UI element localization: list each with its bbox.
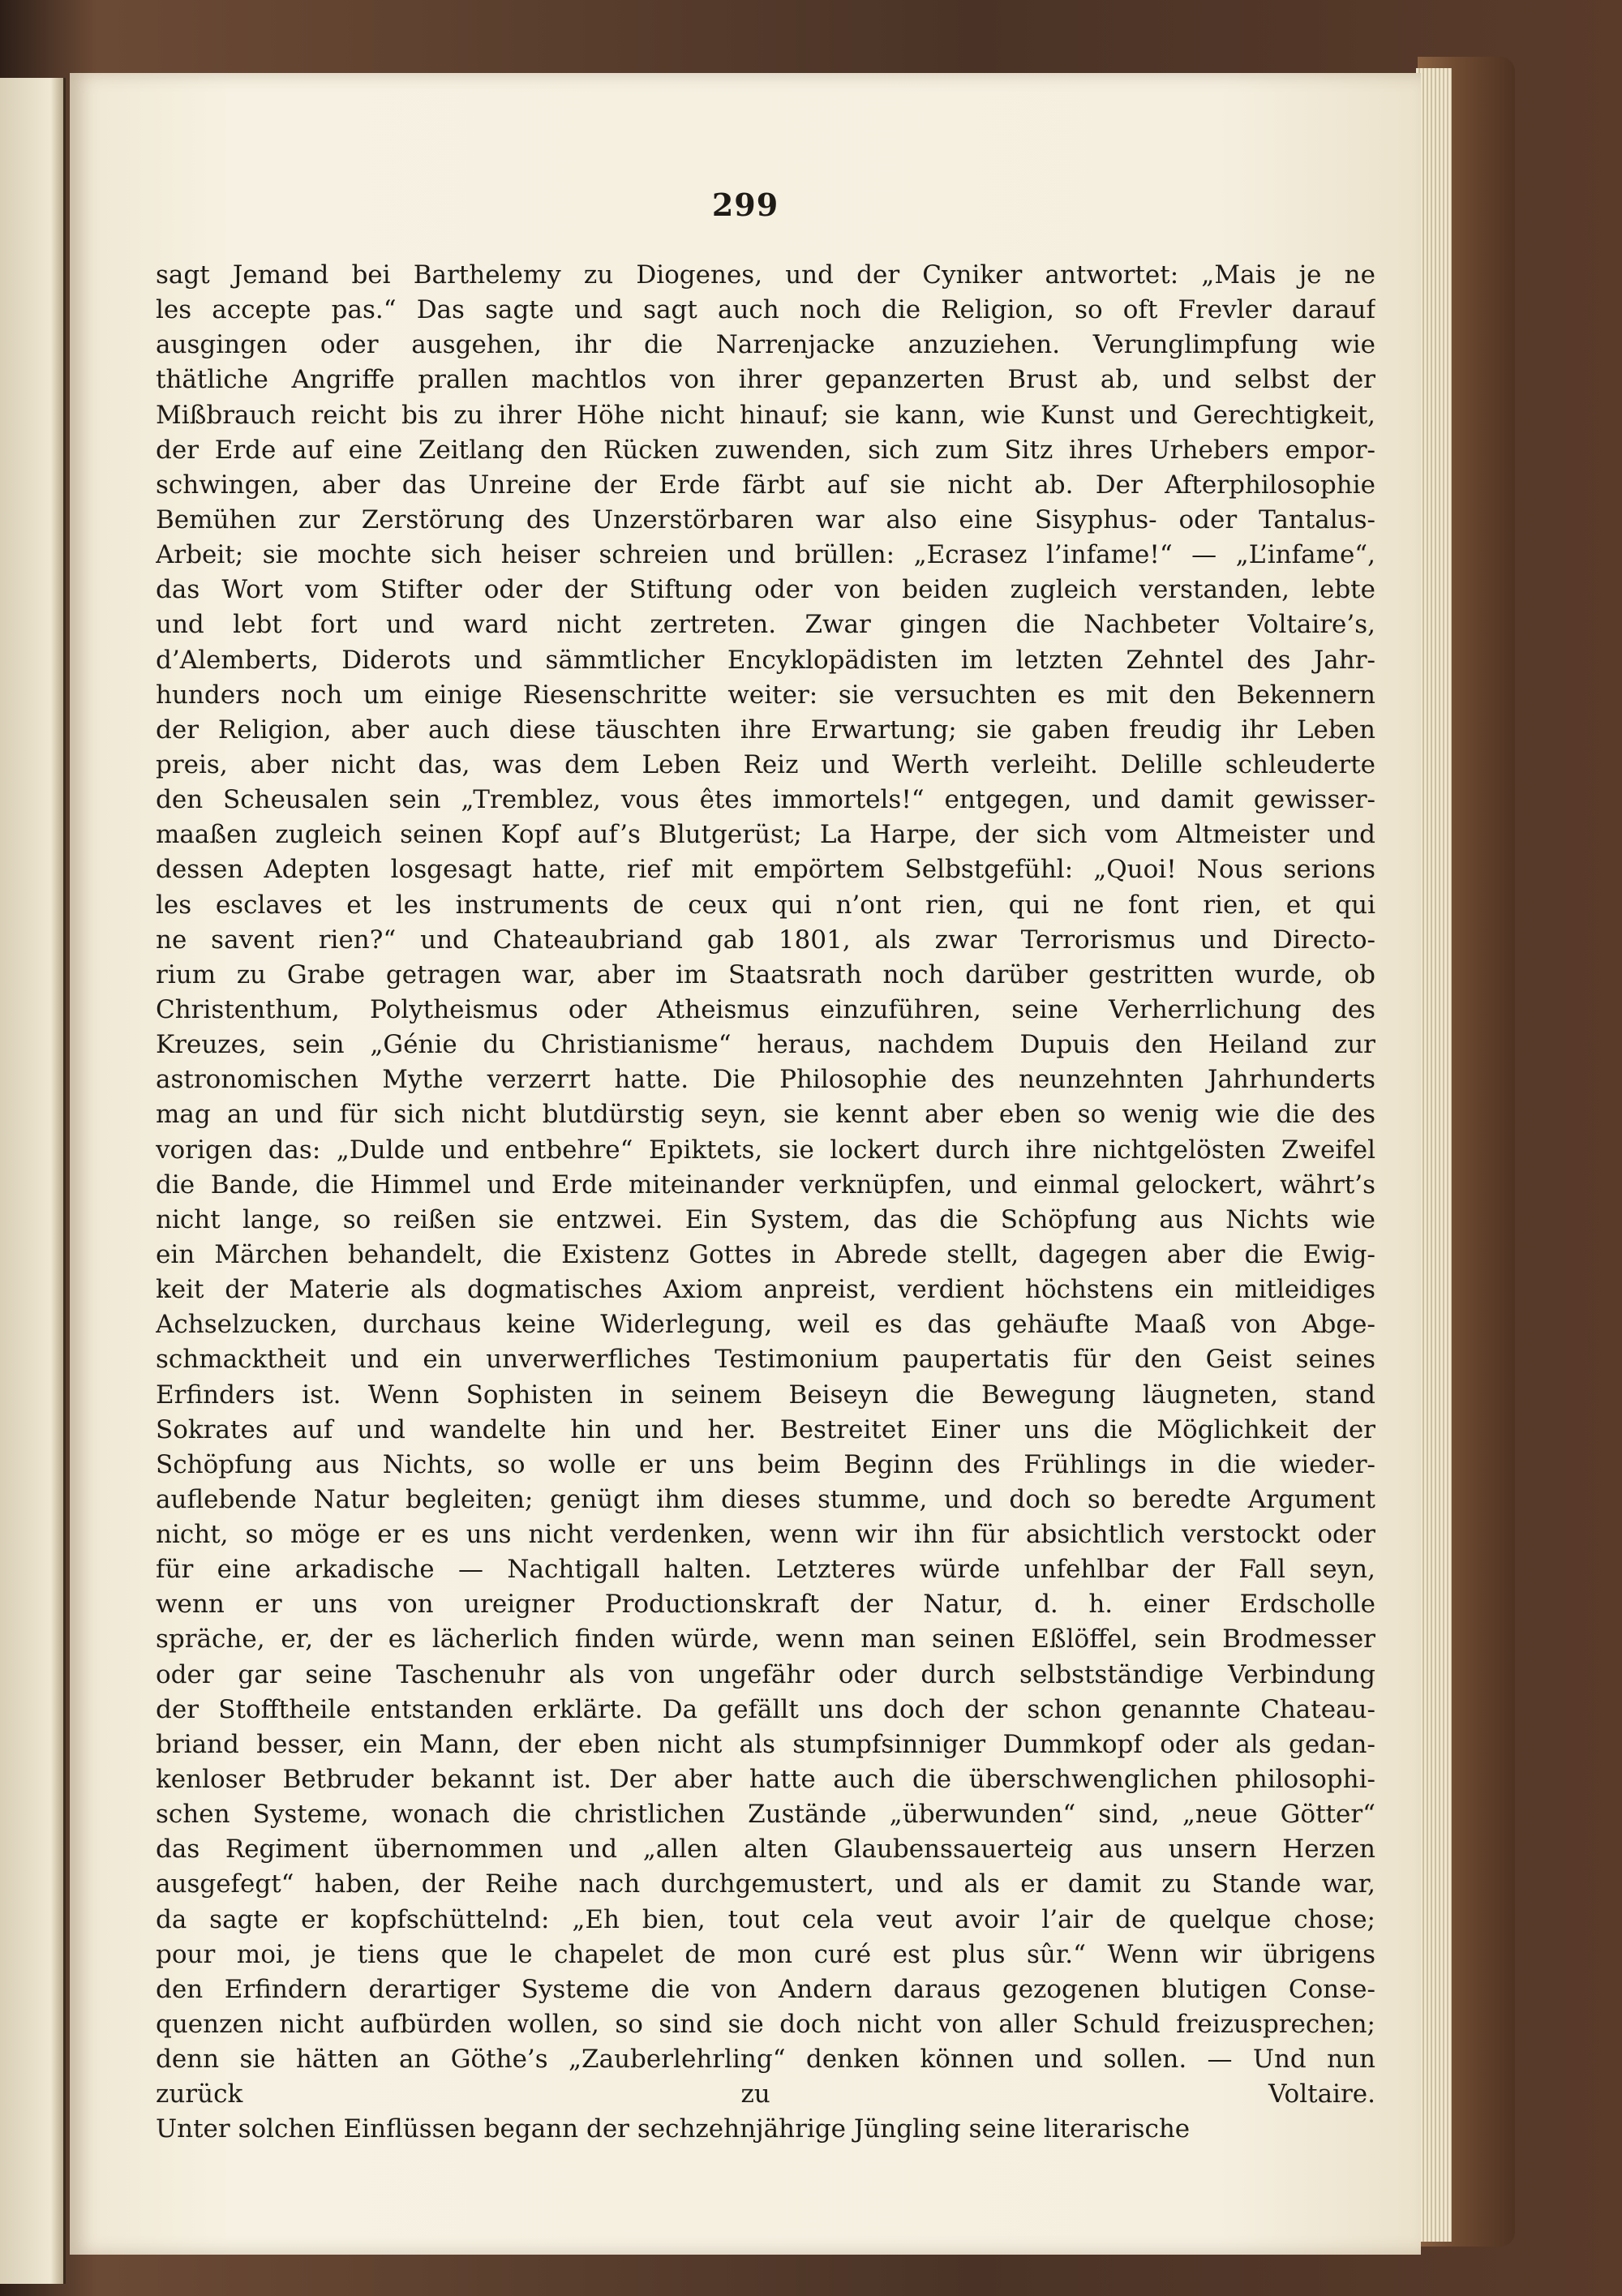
- text-line: den Scheusalen sein „Tremblez, vous êtes immortels!“ entgegen, und damit gewisser-: [156, 785, 1375, 815]
- book-page: [70, 73, 1421, 2255]
- text-line: schwingen, aber das Unreine der Erde färbt auf sie nicht ab. Der Afterphilosophie: [156, 470, 1375, 500]
- text-line: der Erde auf eine Zeitlang den Rücken zuwenden, sich zum Sitz ihres Urhebers empor-: [156, 435, 1375, 465]
- text-line: schen Systeme, wonach die christlichen Zustände „überwunden“ sind, „neue Götter“: [156, 1800, 1375, 1830]
- text-line: ein Märchen behandelt, die Existenz Gottes in Abrede stellt, dagegen aber die Ewig-: [156, 1239, 1375, 1269]
- text-line: ausgingen oder ausgehen, ihr die Narrenjacke anzuziehen. Verunglimpfung wie: [156, 330, 1375, 360]
- text-line: hunders noch um einige Riesenschritte weiter: sie versuchten es mit den Bekennern: [156, 680, 1375, 710]
- text-line: kenloser Betbruder bekannt ist. Der aber hatte auch die überschwenglichen philosophi-: [156, 1765, 1375, 1795]
- page-stack-edges: [1416, 68, 1452, 2242]
- text-line: rium zu Grabe getragen war, aber im Staatsrath noch darüber gestritten wurde, ob: [156, 959, 1375, 989]
- text-line: les accepte pas.“ Das sagte und sagt auch noch die Religion, so oft Frevler darauf: [156, 295, 1375, 325]
- text-line: nicht lange, so reißen sie entzwei. Ein System, das die Schöpfung aus Nichts wie: [156, 1204, 1375, 1234]
- text-line: das Regiment übernommen und „allen alten Glaubenssauerteig aus unsern Herzen: [156, 1835, 1375, 1865]
- text-line: spräche, er, der es lächerlich finden würde, wenn man seinen Eßlöffel, sein Brodmesser: [156, 1624, 1375, 1654]
- text-line: ausgefegt“ haben, der Reihe nach durchgemustert, und als er damit zu Stande war,: [156, 1869, 1375, 1899]
- text-line: denn sie hätten an Göthe’s „Zauberlehrling“ denken können und sollen. — Und nun: [156, 2045, 1375, 2075]
- text-line: thätliche Angriffe prallen machtlos von ihrer gepanzerten Brust ab, und selbst der: [156, 365, 1375, 395]
- text-line: ne savent rien?“ und Chateaubriand gab 1801, als zwar Terrorismus und Directo-: [156, 925, 1375, 955]
- text-line: sagt Jemand bei Barthelemy zu Diogenes, und der Cyniker antwortet: „Mais je ne: [156, 260, 1375, 290]
- text-line: Arbeit; sie mochte sich heiser schreien und brüllen: „Ecrasez l’infame!“ — „L’infame“,: [156, 540, 1375, 570]
- text-line: den Erfindern derartiger Systeme die von Andern daraus gezogenen blutigen Conse-: [156, 1974, 1375, 2004]
- text-line: Christenthum, Polytheismus oder Atheismus einzuführen, seine Verherrlichung des: [156, 994, 1375, 1024]
- text-line: auflebende Natur begleiten; genügt ihm dieses stumme, und doch so beredte Argument: [156, 1484, 1375, 1514]
- text-line: keit der Materie als dogmatisches Axiom anpreist, verdient höchstens ein mitleidiges: [156, 1275, 1375, 1305]
- text-line: quenzen nicht aufbürden wollen, so sind sie doch nicht von aller Schuld freizusprechen;: [156, 2010, 1375, 2040]
- text-line: nicht, so möge er es uns nicht verdenken, wenn wir ihn für absichtlich verstockt oder: [156, 1520, 1375, 1550]
- text-line: schmacktheit und ein unverwerfliches Testimonium paupertatis für den Geist seines: [156, 1345, 1375, 1375]
- text-line: Unter solchen Einflüssen begann der sechzehnjährige Jüngling seine literarische: [156, 2114, 1191, 2144]
- body-text: [156, 258, 1375, 2148]
- text-line: les esclaves et les instruments de ceux qui n’ont rien, qui ne font rien, et qui: [156, 890, 1375, 920]
- text-line: Achselzucken, durchaus keine Widerlegung, weil es das gehäufte Maaß von Abge-: [156, 1310, 1375, 1340]
- text-line: das Wort vom Stifter oder der Stiftung oder von beiden zugleich verstanden, lebte: [156, 575, 1375, 605]
- text-line: maaßen zugleich seinen Kopf auf’s Blutgerüst; La Harpe, der sich vom Altmeister und: [156, 820, 1375, 850]
- text-line: zurück zu Voltaire.: [156, 2079, 1375, 2109]
- text-line: der Religion, aber auch diese täuschten ihre Erwartung; sie gaben freudig ihr Leben: [156, 715, 1375, 745]
- text-line: der Stofftheile entstanden erklärte. Da gefällt uns doch der schon genannte Chateau-: [156, 1694, 1375, 1724]
- page-number: 299: [711, 187, 779, 223]
- text-line: Erfinders ist. Wenn Sophisten in seinem Beiseyn die Bewegung läugneten, stand: [156, 1380, 1375, 1410]
- text-line: astronomischen Mythe verzerrt hatte. Die Philosophie des neunzehnten Jahrhunderts: [156, 1065, 1375, 1095]
- text-line: Sokrates auf und wandelte hin und her. Bestreitet Einer uns die Möglichkeit der: [156, 1414, 1375, 1444]
- text-line: Mißbrauch reicht bis zu ihrer Höhe nicht hinauf; sie kann, wie Kunst und Gerechtigkeit,: [156, 400, 1375, 430]
- text-line: vorigen das: „Dulde und entbehre“ Epiktets, sie lockert durch ihre nichtgelösten Zweifel: [156, 1135, 1375, 1165]
- text-line: mag an und für sich nicht blutdürstig seyn, sie kennt aber eben so wenig wie die des: [156, 1100, 1375, 1130]
- facing-page-edge: [0, 78, 66, 2284]
- text-line: die Bande, die Himmel und Erde miteinander verknüpfen, und einmal gelockert, währt’s: [156, 1169, 1375, 1199]
- text-line: dessen Adepten losgesagt hatte, rief mit empörtem Selbstgefühl: „Quoi! Nous serions: [156, 855, 1375, 885]
- text-line: für eine arkadische — Nachtigall halten. Letzteres würde unfehlbar der Fall seyn,: [156, 1555, 1375, 1585]
- text-line: und lebt fort und ward nicht zertreten. Zwar gingen die Nachbeter Voltaire’s,: [156, 610, 1375, 640]
- text-line: pour moi, je tiens que le chapelet de mon curé est plus sûr.“ Wenn wir übrigens: [156, 1939, 1375, 1969]
- text-line: Kreuzes, sein „Génie du Christianisme“ heraus, nachdem Dupuis den Heiland zur: [156, 1030, 1375, 1060]
- text-line: da sagte er kopfschüttelnd: „Eh bien, tout cela veut avoir l’air de quelque chose;: [156, 1904, 1375, 1934]
- text-line: Bemühen zur Zerstörung des Unzerstörbaren war also eine Sisyphus- oder Tantalus-: [156, 504, 1375, 534]
- text-line: Schöpfung aus Nichts, so wolle er uns beim Beginn des Frühlings in die wieder-: [156, 1449, 1375, 1479]
- text-line: oder gar seine Taschenuhr als von ungefähr oder durch selbstständige Verbindung: [156, 1659, 1375, 1689]
- text-line: d’Alemberts, Diderots und sämmtlicher Encyklopädisten im letzten Zehntel des Jahr-: [156, 645, 1375, 675]
- text-line: briand besser, ein Mann, der eben nicht als stumpfsinniger Dummkopf oder als gedan-: [156, 1729, 1375, 1759]
- text-line: preis, aber nicht das, was dem Leben Reiz und Werth verleiht. Delille schleuderte: [156, 749, 1375, 779]
- text-line: wenn er uns von ureigner Productionskraft der Natur, d. h. einer Erdscholle: [156, 1590, 1375, 1620]
